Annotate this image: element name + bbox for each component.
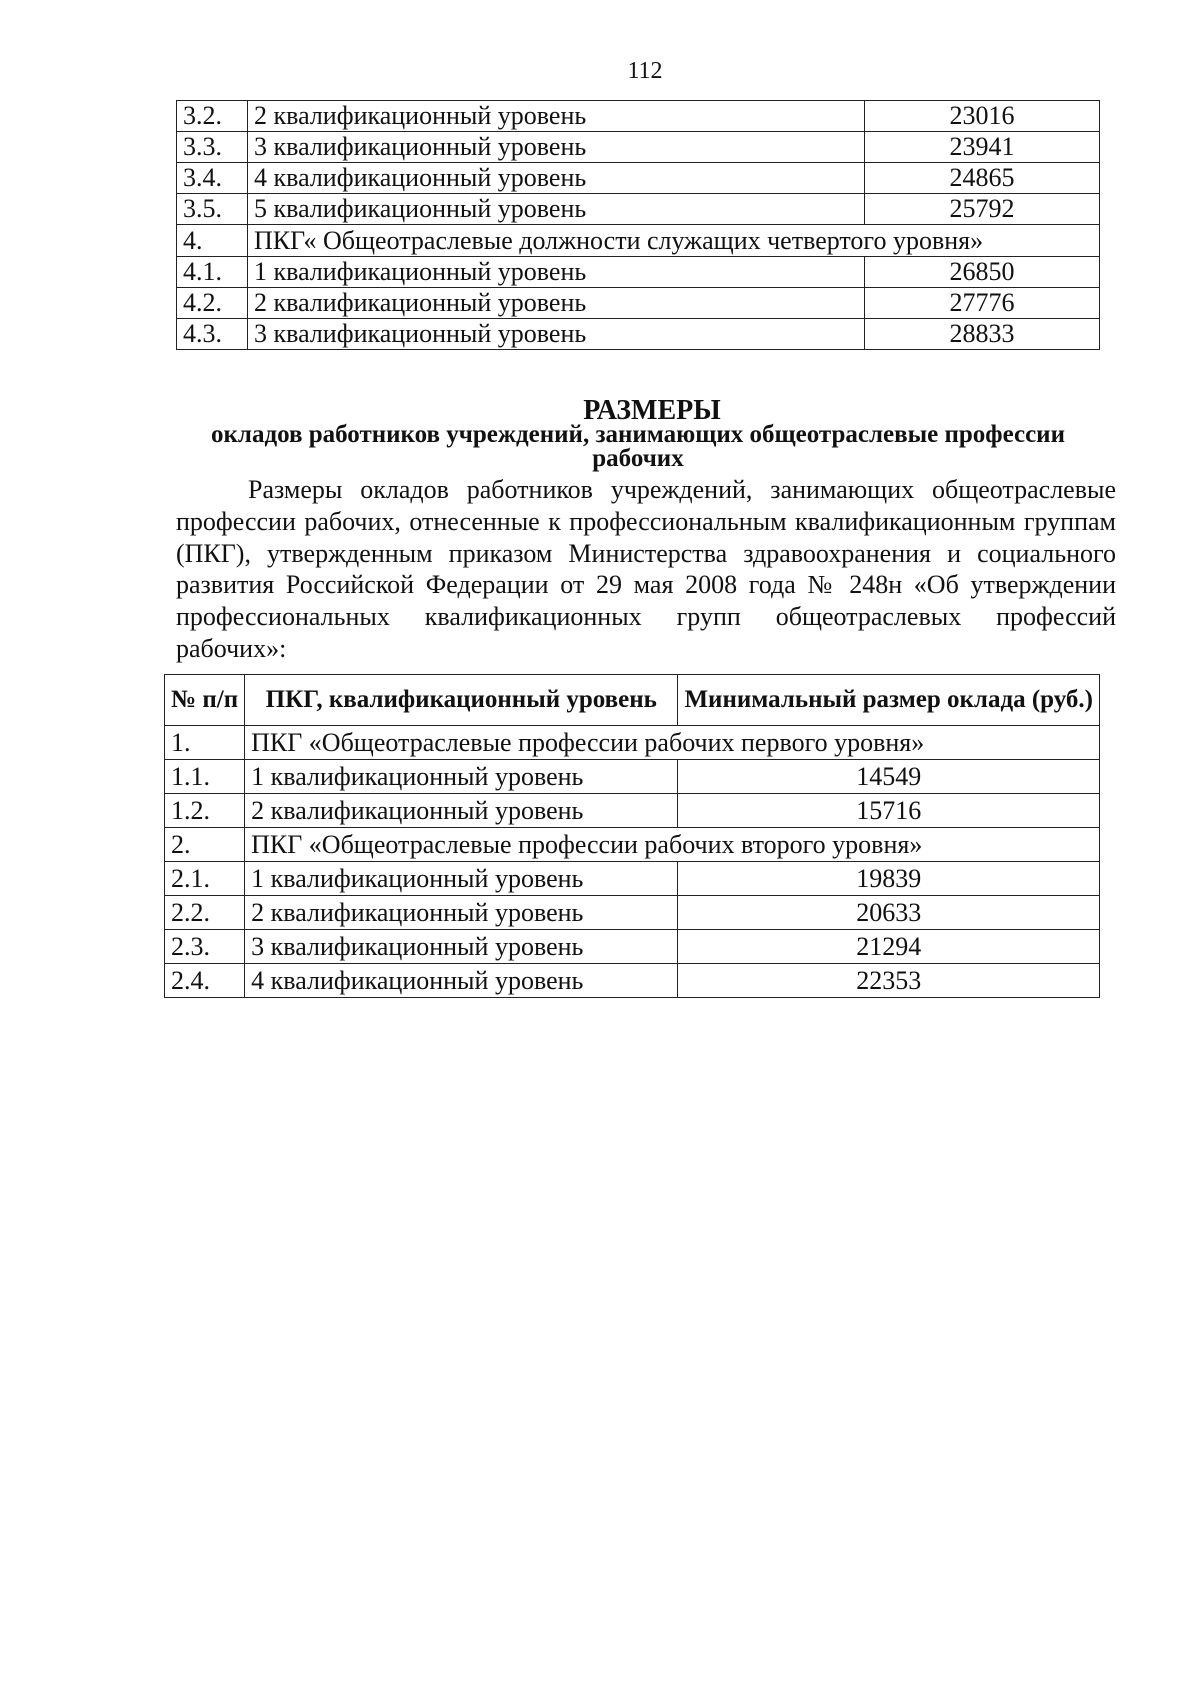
row-value: 26850 xyxy=(865,257,1100,288)
row-number: 1.1. xyxy=(165,760,245,794)
row-value: 22353 xyxy=(678,964,1100,998)
salary-table-workers xyxy=(164,674,1100,998)
row-name: 2 квалификационный уровень xyxy=(248,288,865,319)
row-value: 14549 xyxy=(678,760,1100,794)
row-number: 4.2. xyxy=(177,288,248,319)
table-row xyxy=(165,862,1100,896)
row-value: 21294 xyxy=(678,930,1100,964)
section-title: РАЗМЕРЫ xyxy=(583,395,721,426)
row-number: 4. xyxy=(177,225,248,257)
row-value: 24865 xyxy=(865,163,1100,194)
row-number: 2.4. xyxy=(165,964,245,998)
row-name: 1 квалификационный уровень xyxy=(245,862,678,896)
table-row xyxy=(165,794,1100,828)
table-header-row xyxy=(165,675,1100,726)
row-name: 2 квалификационный уровень xyxy=(248,101,865,132)
row-number: 2.3. xyxy=(165,930,245,964)
header-num: № п/п xyxy=(165,675,245,726)
row-name: 3 квалификационный уровень xyxy=(248,132,865,163)
row-number: 2.2. xyxy=(165,896,245,930)
row-number: 3.4. xyxy=(177,163,248,194)
row-name: 5 квалификационный уровень xyxy=(248,194,865,225)
row-number: 1. xyxy=(165,726,245,760)
table-row xyxy=(165,930,1100,964)
table-row xyxy=(165,760,1100,794)
table-row xyxy=(165,896,1100,930)
table-row xyxy=(177,225,1100,257)
row-number: 2. xyxy=(165,828,245,862)
row-name: 3 квалификационный уровень xyxy=(248,319,865,350)
header-value: Минимальный размер оклада (руб.) xyxy=(678,675,1100,726)
row-name: 4 квалификационный уровень xyxy=(248,163,865,194)
table-row xyxy=(177,101,1100,132)
row-name: 1 квалификационный уровень xyxy=(245,760,678,794)
table-row xyxy=(177,257,1100,288)
row-number: 4.1. xyxy=(177,257,248,288)
table-row xyxy=(177,194,1100,225)
row-name: 3 квалификационный уровень xyxy=(245,930,678,964)
row-number: 4.3. xyxy=(177,319,248,350)
row-name: ПКГ «Общеотраслевые профессии рабочих первого уровня» xyxy=(245,726,1100,760)
row-number: 3.3. xyxy=(177,132,248,163)
salary-table-employees xyxy=(176,100,1100,350)
table-row xyxy=(165,828,1100,862)
row-number: 1.2. xyxy=(165,794,245,828)
row-name: 2 квалификационный уровень xyxy=(245,896,678,930)
row-value: 23016 xyxy=(865,101,1100,132)
row-value: 19839 xyxy=(678,862,1100,896)
row-value: 27776 xyxy=(865,288,1100,319)
table-row xyxy=(177,288,1100,319)
row-name: 1 квалификационный уровень xyxy=(248,257,865,288)
row-name: 4 квалификационный уровень xyxy=(245,964,678,998)
row-value: 25792 xyxy=(865,194,1100,225)
page-number: 112 xyxy=(627,58,663,84)
table-row xyxy=(177,319,1100,350)
row-value: 20633 xyxy=(678,896,1100,930)
section-paragraph: Размеры окладов работников учреждений, занимающих общеотраслевые профессии рабочих, отнесенные к профессиональным квалификационным группам (ПКГ), утвержденным приказом Министерства здравоохранения и социального развития Российской Федерации от 29 мая 2008 года № 248н «Об утверждении профессиональных квалификационных групп общеотраслевых профессий рабочих»: xyxy=(176,475,1116,663)
row-number: 2.1. xyxy=(165,862,245,896)
table-row xyxy=(177,163,1100,194)
row-value: 15716 xyxy=(678,794,1100,828)
table-row xyxy=(165,726,1100,760)
row-name: ПКГ« Общеотраслевые должности служащих четвертого уровня» xyxy=(248,225,1100,257)
row-name: 2 квалификационный уровень xyxy=(245,794,678,828)
table-row xyxy=(165,964,1100,998)
header-name: ПКГ, квалификационный уровень xyxy=(245,675,678,726)
row-name: ПКГ «Общеотраслевые профессии рабочих второго уровня» xyxy=(245,828,1100,862)
section-subtitle: окладов работников учреждений, занимающих общеотраслевые профессии рабочих xyxy=(211,421,1065,472)
row-number: 3.2. xyxy=(177,101,248,132)
row-value: 23941 xyxy=(865,132,1100,163)
row-value: 28833 xyxy=(865,319,1100,350)
row-number: 3.5. xyxy=(177,194,248,225)
table-row xyxy=(177,132,1100,163)
